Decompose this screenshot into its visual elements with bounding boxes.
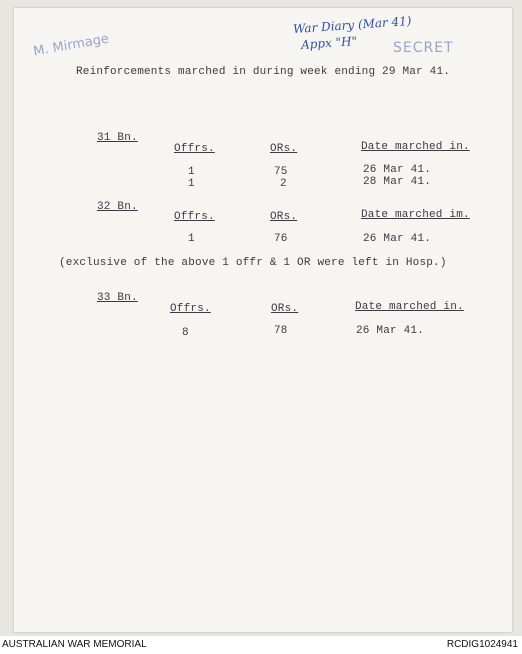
cell-date: 26 Mar 41. xyxy=(363,233,432,245)
col-header-offrs: Offrs. xyxy=(170,303,211,315)
unit-heading-31-bn: 31 Bn. xyxy=(97,132,138,144)
col-header-ors: ORs. xyxy=(270,211,298,223)
col-header-ors: ORs. xyxy=(270,143,298,155)
archive-footer xyxy=(0,636,522,654)
footer-record-id: RCDIG1024941 xyxy=(446,639,518,650)
unit-heading-33-bn: 33 Bn. xyxy=(97,292,138,304)
col-header-offrs: Offrs. xyxy=(174,143,215,155)
cell-offrs: 1 xyxy=(188,166,195,178)
cell-offrs: 1 xyxy=(188,233,195,245)
col-header-date: Date marched in. xyxy=(355,301,464,313)
cell-offrs: 8 xyxy=(182,327,189,339)
note-hospital: (exclusive of the above 1 offr & 1 OR were left in Hosp.) xyxy=(59,257,447,269)
cell-date: 26 Mar 41. xyxy=(356,325,425,337)
secret-stamp: SECRET xyxy=(393,40,454,56)
col-header-date: Date marched im. xyxy=(361,209,470,221)
cell-offrs: 1 xyxy=(188,178,195,190)
document-title: Reinforcements marched in during week ending 29 Mar 41. xyxy=(76,66,451,78)
handwritten-appendix: Appx "H" xyxy=(300,34,358,52)
unit-heading-32-bn: 32 Bn. xyxy=(97,201,138,213)
cell-date: 26 Mar 41. xyxy=(363,164,432,176)
col-header-ors: ORs. xyxy=(271,303,299,315)
col-header-date: Date marched in. xyxy=(361,141,470,153)
cell-date: 28 Mar 41. xyxy=(363,176,432,188)
col-header-offrs: Offrs. xyxy=(174,211,215,223)
cell-ors: 2 xyxy=(280,178,287,190)
cell-ors: 75 xyxy=(274,166,288,178)
handwritten-war-diary: War Diary (Mar 41) xyxy=(292,13,412,37)
handwritten-initials: M. Mirmage xyxy=(32,31,111,60)
document-page xyxy=(14,8,512,632)
cell-ors: 78 xyxy=(274,325,288,337)
cell-ors: 76 xyxy=(274,233,288,245)
footer-institution: AUSTRALIAN WAR MEMORIAL xyxy=(2,639,147,650)
